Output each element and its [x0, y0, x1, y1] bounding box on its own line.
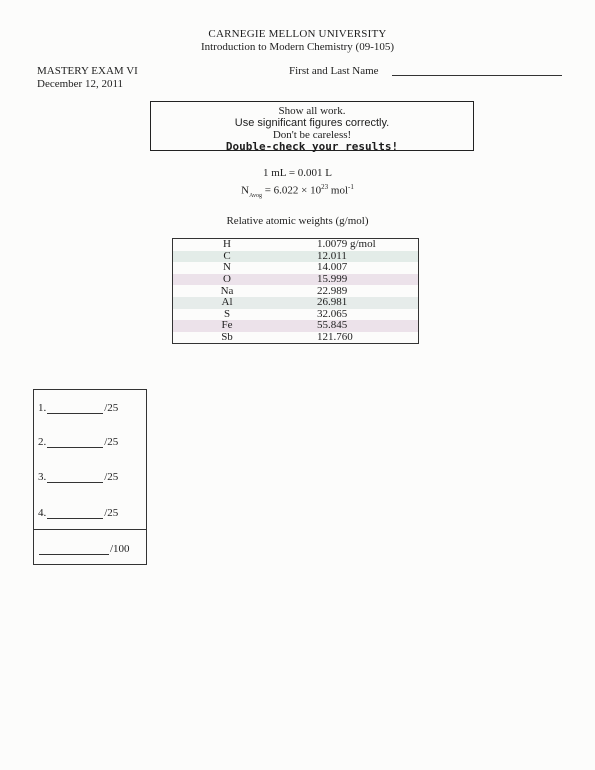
constants-block: [0, 166, 595, 203]
avogadro-constant: [0, 180, 595, 203]
score-blank[interactable]: [47, 473, 103, 483]
ml-conversion: 1 mL = 0.001 L: [262, 167, 333, 179]
score-blank[interactable]: [47, 509, 103, 519]
element-weight: 32.065: [317, 307, 348, 320]
atomic-weights-table: [172, 238, 419, 344]
question-number: 2.: [38, 436, 47, 448]
total-max: /100: [110, 543, 130, 555]
element-weight: 1.0079 g/mol: [317, 238, 376, 251]
exam-info: [37, 65, 138, 91]
score-divider: [34, 529, 146, 530]
element-weight: 26.981: [317, 296, 348, 309]
table-row: [173, 251, 419, 263]
avog-symbol: N: [241, 184, 250, 197]
instruction-line-4: Double-check your results!: [225, 140, 399, 153]
question-max: /25: [104, 402, 119, 414]
element-symbol: S: [223, 307, 231, 320]
element-symbol: C: [223, 249, 231, 262]
element-symbol: H: [223, 238, 231, 251]
instruction-line-1: Show all work.: [278, 105, 346, 117]
score-row-3: [38, 471, 118, 483]
score-row-2: [38, 436, 118, 448]
element-symbol: Fe: [221, 319, 233, 332]
question-number: 1.: [38, 402, 47, 414]
element-weight: 15.999: [317, 273, 348, 286]
table-row: [173, 239, 419, 251]
element-symbol: Na: [220, 284, 234, 297]
element-symbol: O: [223, 273, 231, 286]
avog-unit-exponent: -1: [348, 183, 354, 191]
element-weight: 22.989: [317, 284, 348, 297]
table-row: [173, 332, 419, 344]
avog-subscript: Avog: [249, 192, 262, 199]
total-score-blank[interactable]: [39, 545, 109, 555]
avog-exponent: 23: [321, 183, 329, 191]
avog-value: = 6.022 × 10: [261, 184, 322, 197]
element-weight: 55.845: [317, 319, 348, 332]
name-field-line[interactable]: [392, 75, 562, 76]
exam-date: December 12, 2011: [37, 78, 124, 90]
instructions-box: [150, 101, 474, 151]
score-box: [33, 389, 147, 565]
table-row: [173, 297, 419, 309]
score-row-4: [38, 507, 118, 519]
avog-unit: mol: [328, 184, 349, 197]
element-weight: 12.011: [317, 249, 347, 262]
score-blank[interactable]: [47, 438, 103, 448]
name-label: First and Last Name: [289, 65, 379, 77]
question-max: /25: [104, 507, 119, 519]
table-row: [173, 309, 419, 321]
element-weight: 14.007: [317, 261, 348, 274]
table-row: [173, 320, 419, 332]
instruction-line-2: Use significant figures correctly.: [234, 117, 390, 129]
score-blank[interactable]: [47, 404, 103, 414]
question-max: /25: [104, 436, 119, 448]
element-symbol: Al: [221, 296, 233, 309]
score-row-total: [38, 543, 130, 555]
element-symbol: Sb: [221, 331, 233, 344]
table-row: [173, 262, 419, 274]
instruction-line-3: Don't be careless!: [272, 129, 352, 141]
table-row: [173, 285, 419, 297]
weights-title: Relative atomic weights (g/mol): [226, 215, 369, 227]
course-title: Introduction to Modern Chemistry (09-105): [200, 41, 395, 53]
exam-title: MASTERY EXAM VI: [37, 65, 138, 77]
question-number: 4.: [38, 507, 47, 519]
question-number: 3.: [38, 471, 47, 483]
question-max: /25: [104, 471, 119, 483]
element-symbol: N: [223, 261, 231, 274]
score-row-1: [38, 402, 118, 414]
university-name: CARNEGIE MELLON UNIVERSITY: [208, 28, 387, 40]
element-weight: 121.760: [317, 331, 353, 344]
table-row: [173, 274, 419, 286]
